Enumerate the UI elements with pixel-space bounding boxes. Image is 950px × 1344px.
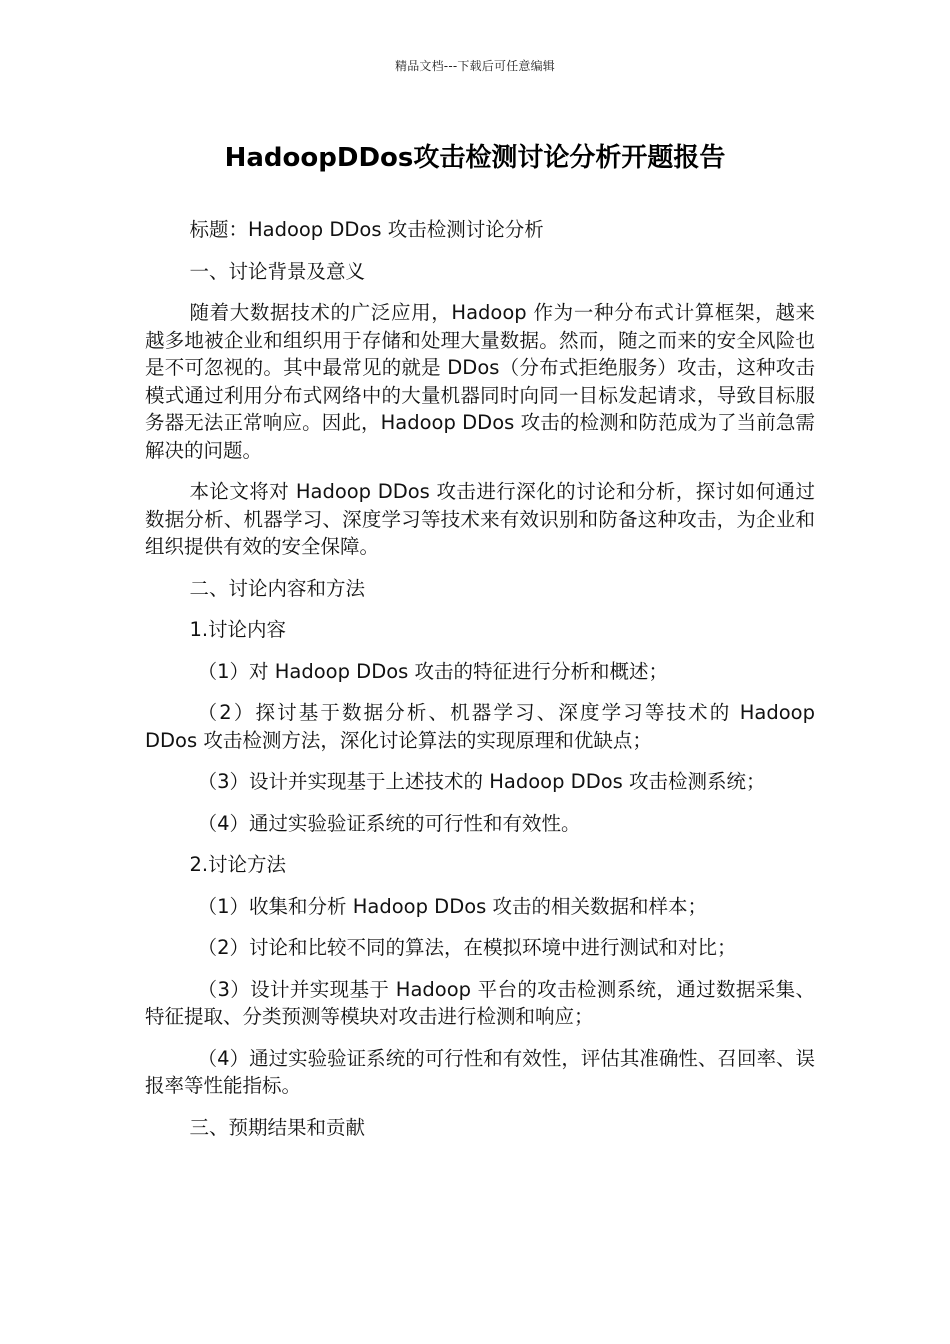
method-item-3: （3）设计并实现基于 Hadoop 平台的攻击检测系统，通过数据采集、特征提取、分类预测等模块对攻击进行检测和响应； xyxy=(145,977,815,1028)
document-title: HadoopDDos攻击检测讨论分析开题报告 xyxy=(224,143,726,173)
header-note: 精品文档---下载后可任意编辑 xyxy=(395,59,555,73)
purpose-paragraph: 本论文将对 Hadoop DDos 攻击进行深化的讨论和分析，探讨如何通过数据分析、机器学习、深度学习等技术来有效识别和防备这种攻击，为企业和组织提供有效的安全保障。 xyxy=(145,480,815,558)
subheading-methods: 2.讨论方法 xyxy=(189,853,287,876)
method-item-1: （1）收集和分析 Hadoop DDos 攻击的相关数据和样本； xyxy=(197,894,707,918)
content-item-1: （1）对 Hadoop DDos 攻击的特征进行分析和概述； xyxy=(197,659,668,683)
subheading-content: 1.讨论内容 xyxy=(189,618,287,641)
background-paragraph: 随着大数据技术的广泛应用，Hadoop 作为一种分布式计算框架，越来越多地被企业和组织用于存储和处理大量数据。然而，随之而来的安全风险也是不可忽视的。其中最常见的就是 DDos（分布式拒绝服务）攻击，这种攻击模式通过利用分布式网络中的大量机器同时向同一目标发起请求，导致目标服务器无法正常响应。因此，Hadoop DDos 攻击的检测和防范成为了当前急需解决的问题。 xyxy=(145,301,815,462)
method-item-4: （4）通过实验验证系统的可行性和有效性，评估其准确性、召回率、误报率等性能指标。 xyxy=(145,1046,815,1097)
section-heading-content-methods: 二、讨论内容和方法 xyxy=(189,576,365,600)
subject-line: 标题：Hadoop DDos 攻击检测讨论分析 xyxy=(189,218,544,241)
document-body xyxy=(145,216,815,1155)
content-item-4: （4）通过实验验证系统的可行性和有效性。 xyxy=(197,811,581,835)
section-heading-background: 一、讨论背景及意义 xyxy=(189,259,365,283)
content-item-2: （2）探讨基于数据分析、机器学习、深度学习等技术的 Hadoop DDos 攻击检测方法，深化讨论算法的实现原理和优缺点； xyxy=(145,701,815,752)
method-item-2: （2）讨论和比较不同的算法，在模拟环境中进行测试和对比； xyxy=(197,936,737,959)
content-item-3: （3）设计并实现基于上述技术的 Hadoop DDos 攻击检测系统； xyxy=(197,770,766,793)
section-heading-results: 三、预期结果和贡献 xyxy=(189,1115,365,1139)
